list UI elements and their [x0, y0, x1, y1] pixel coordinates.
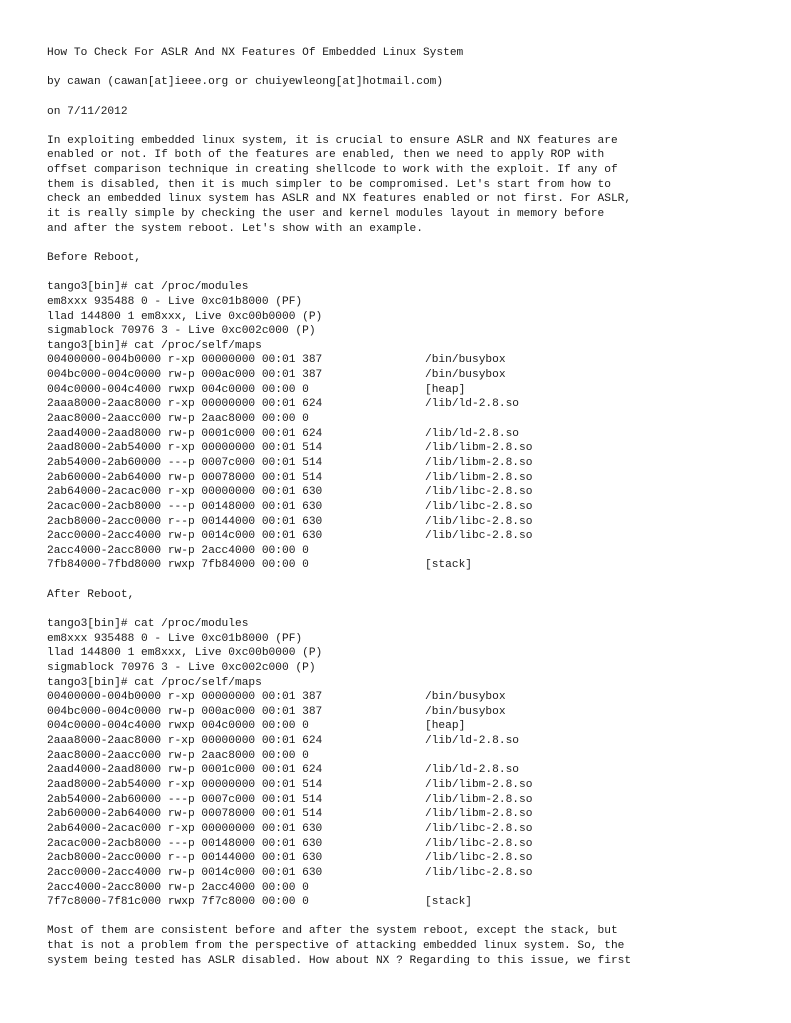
map-entry: 2ab54000-2ab60000 ---p 0007c000 00:01 514 [47, 793, 323, 806]
map-row [47, 412, 777, 427]
intro-paragraph [47, 134, 777, 236]
paragraph-line: Most of them are consistent before and after the system reboot, except the stack, but [47, 925, 618, 938]
shell-command: tango3[bin]# cat /proc/self/maps [47, 676, 262, 689]
map-path: [heap] [425, 383, 466, 396]
map-entry: 004c0000-004c4000 rwxp 004c0000 00:00 0 [47, 383, 309, 396]
map-entry: 2acc0000-2acc4000 rw-p 0014c000 00:01 630 [47, 866, 323, 879]
map-path: /bin/busybox [425, 705, 506, 718]
map-row [47, 749, 777, 764]
map-row [47, 822, 777, 837]
map-entry: 2ab64000-2acac000 r-xp 00000000 00:01 630 [47, 486, 323, 499]
map-entry: 2acac000-2acb8000 ---p 00148000 00:01 630 [47, 500, 323, 513]
paragraph-line: check an embedded linux system has ASLR and NX features enabled or not first. For ASLR, [47, 193, 632, 206]
map-path: /lib/libc-2.8.so [425, 852, 533, 865]
map-entry: 2acb8000-2acc0000 r--p 00144000 00:01 630 [47, 515, 323, 528]
map-entry: 2acb8000-2acc0000 r--p 00144000 00:01 630 [47, 852, 323, 865]
map-entry: 7fb84000-7fbd8000 rwxp 7fb84000 00:00 0 [47, 559, 309, 572]
map-row [47, 895, 777, 910]
map-row [47, 851, 777, 866]
map-path: /lib/libc-2.8.so [425, 837, 533, 850]
map-row [47, 837, 777, 852]
map-path: /bin/busybox [425, 369, 506, 382]
map-entry: 2aac8000-2aacc000 rw-p 2aac8000 00:00 0 [47, 413, 309, 426]
publish-date: on 7/11/2012 [47, 105, 128, 118]
paragraph-line: In exploiting embedded linux system, it is crucial to ensure ASLR and NX features are [47, 134, 618, 147]
paragraph-line: system being tested has ASLR disabled. How about NX ? Regarding to this issue, we first [47, 954, 632, 967]
map-path: /lib/libc-2.8.so [425, 486, 533, 499]
map-path: /lib/libm-2.8.so [425, 779, 533, 792]
map-path: /lib/ld-2.8.so [425, 764, 519, 777]
module-line: sigmablock 70976 3 - Live 0xc002c000 (P) [47, 661, 316, 674]
map-row [47, 441, 777, 456]
map-path: /lib/ld-2.8.so [425, 398, 519, 411]
shell-command: tango3[bin]# cat /proc/modules [47, 281, 249, 294]
map-path: [stack] [425, 559, 472, 572]
map-path: /lib/libc-2.8.so [425, 822, 533, 835]
map-entry: 2acc0000-2acc4000 rw-p 0014c000 00:01 630 [47, 530, 323, 543]
map-entry: 2ab60000-2ab64000 rw-p 00078000 00:01 514 [47, 471, 323, 484]
map-row [47, 529, 777, 544]
map-row [47, 807, 777, 822]
map-path: /lib/libm-2.8.so [425, 471, 533, 484]
map-entry: 2aad8000-2ab54000 r-xp 00000000 00:01 514 [47, 442, 323, 455]
paragraph-line: enabled or not. If both of the features are enabled, then we need to apply ROP with [47, 149, 605, 162]
paragraph-line: it is really simple by checking the user and kernel modules layout in memory before [47, 208, 605, 221]
before-reboot-heading: Before Reboot, [47, 251, 141, 264]
map-entry: 2acac000-2acb8000 ---p 00148000 00:01 630 [47, 837, 323, 850]
map-path: [heap] [425, 720, 466, 733]
document-page [47, 46, 777, 968]
after-reboot-output [47, 617, 777, 910]
shell-command: tango3[bin]# cat /proc/modules [47, 617, 249, 630]
map-row [47, 558, 777, 573]
map-entry: 2ab60000-2ab64000 rw-p 00078000 00:01 514 [47, 808, 323, 821]
map-path: /lib/libc-2.8.so [425, 500, 533, 513]
map-row [47, 485, 777, 500]
map-row [47, 397, 777, 412]
map-path: /bin/busybox [425, 354, 506, 367]
map-path: /lib/libc-2.8.so [425, 530, 533, 543]
module-line: llad 144800 1 em8xxx, Live 0xc00b0000 (P) [47, 310, 323, 323]
map-entry: 2aaa8000-2aac8000 r-xp 00000000 00:01 624 [47, 735, 323, 748]
after-reboot-heading: After Reboot, [47, 588, 135, 601]
map-row [47, 690, 777, 705]
map-entry: 2ab64000-2acac000 r-xp 00000000 00:01 630 [47, 822, 323, 835]
map-row [47, 427, 777, 442]
map-row [47, 471, 777, 486]
map-path: /lib/libm-2.8.so [425, 442, 533, 455]
map-path: /lib/ld-2.8.so [425, 735, 519, 748]
map-path: /lib/libc-2.8.so [425, 866, 533, 879]
author-byline: by cawan (cawan[at]ieee.org or chuiyewleong[at]hotmail.com) [47, 76, 444, 89]
map-path: /lib/libm-2.8.so [425, 808, 533, 821]
map-row [47, 383, 777, 398]
map-entry: 00400000-004b0000 r-xp 00000000 00:01 387 [47, 691, 323, 704]
map-row [47, 368, 777, 383]
paragraph-line: them is disabled, then it is much simpler to be compromised. Let's start from how to [47, 178, 611, 191]
map-row [47, 705, 777, 720]
map-path: /lib/libm-2.8.so [425, 793, 533, 806]
paragraph-line: offset comparison technique in creating shellcode to work with the exploit. If any of [47, 164, 618, 177]
map-row [47, 353, 777, 368]
map-path: /lib/libm-2.8.so [425, 456, 533, 469]
map-row [47, 763, 777, 778]
document-title: How To Check For ASLR And NX Features Of Embedded Linux System [47, 47, 464, 59]
map-row [47, 866, 777, 881]
map-path: /bin/busybox [425, 691, 506, 704]
map-row [47, 544, 777, 559]
module-line: em8xxx 935488 0 - Live 0xc01b8000 (PF) [47, 295, 303, 308]
map-entry: 00400000-004b0000 r-xp 00000000 00:01 387 [47, 354, 323, 367]
map-entry: 2aaa8000-2aac8000 r-xp 00000000 00:01 624 [47, 398, 323, 411]
before-reboot-output [47, 280, 777, 573]
map-row [47, 793, 777, 808]
module-line: em8xxx 935488 0 - Live 0xc01b8000 (PF) [47, 632, 303, 645]
map-entry: 2aad8000-2ab54000 r-xp 00000000 00:01 514 [47, 779, 323, 792]
map-path: /lib/libc-2.8.so [425, 515, 533, 528]
map-row [47, 734, 777, 749]
map-entry: 2ab54000-2ab60000 ---p 0007c000 00:01 514 [47, 456, 323, 469]
paragraph-line: and after the system reboot. Let's show with an example. [47, 222, 423, 235]
map-row [47, 778, 777, 793]
map-entry: 2aac8000-2aacc000 rw-p 2aac8000 00:00 0 [47, 749, 309, 762]
map-entry: 7f7c8000-7f81c000 rwxp 7f7c8000 00:00 0 [47, 896, 309, 909]
map-entry: 2aad4000-2aad8000 rw-p 0001c000 00:01 624 [47, 427, 323, 440]
map-row [47, 500, 777, 515]
map-entry: 2acc4000-2acc8000 rw-p 2acc4000 00:00 0 [47, 544, 309, 557]
map-entry: 004c0000-004c4000 rwxp 004c0000 00:00 0 [47, 720, 309, 733]
map-row [47, 456, 777, 471]
map-path: [stack] [425, 896, 472, 909]
map-row [47, 515, 777, 530]
map-entry: 004bc000-004c0000 rw-p 000ac000 00:01 387 [47, 369, 323, 382]
map-entry: 2aad4000-2aad8000 rw-p 0001c000 00:01 624 [47, 764, 323, 777]
module-line: llad 144800 1 em8xxx, Live 0xc00b0000 (P) [47, 647, 323, 660]
module-line: sigmablock 70976 3 - Live 0xc002c000 (P) [47, 325, 316, 338]
paragraph-line: that is not a problem from the perspective of attacking embedded linux system. So, the [47, 940, 625, 953]
map-row [47, 881, 777, 896]
conclusion-paragraph [47, 924, 777, 968]
map-row [47, 719, 777, 734]
map-path: /lib/ld-2.8.so [425, 427, 519, 440]
map-entry: 004bc000-004c0000 rw-p 000ac000 00:01 387 [47, 705, 323, 718]
shell-command: tango3[bin]# cat /proc/self/maps [47, 339, 262, 352]
map-entry: 2acc4000-2acc8000 rw-p 2acc4000 00:00 0 [47, 881, 309, 894]
